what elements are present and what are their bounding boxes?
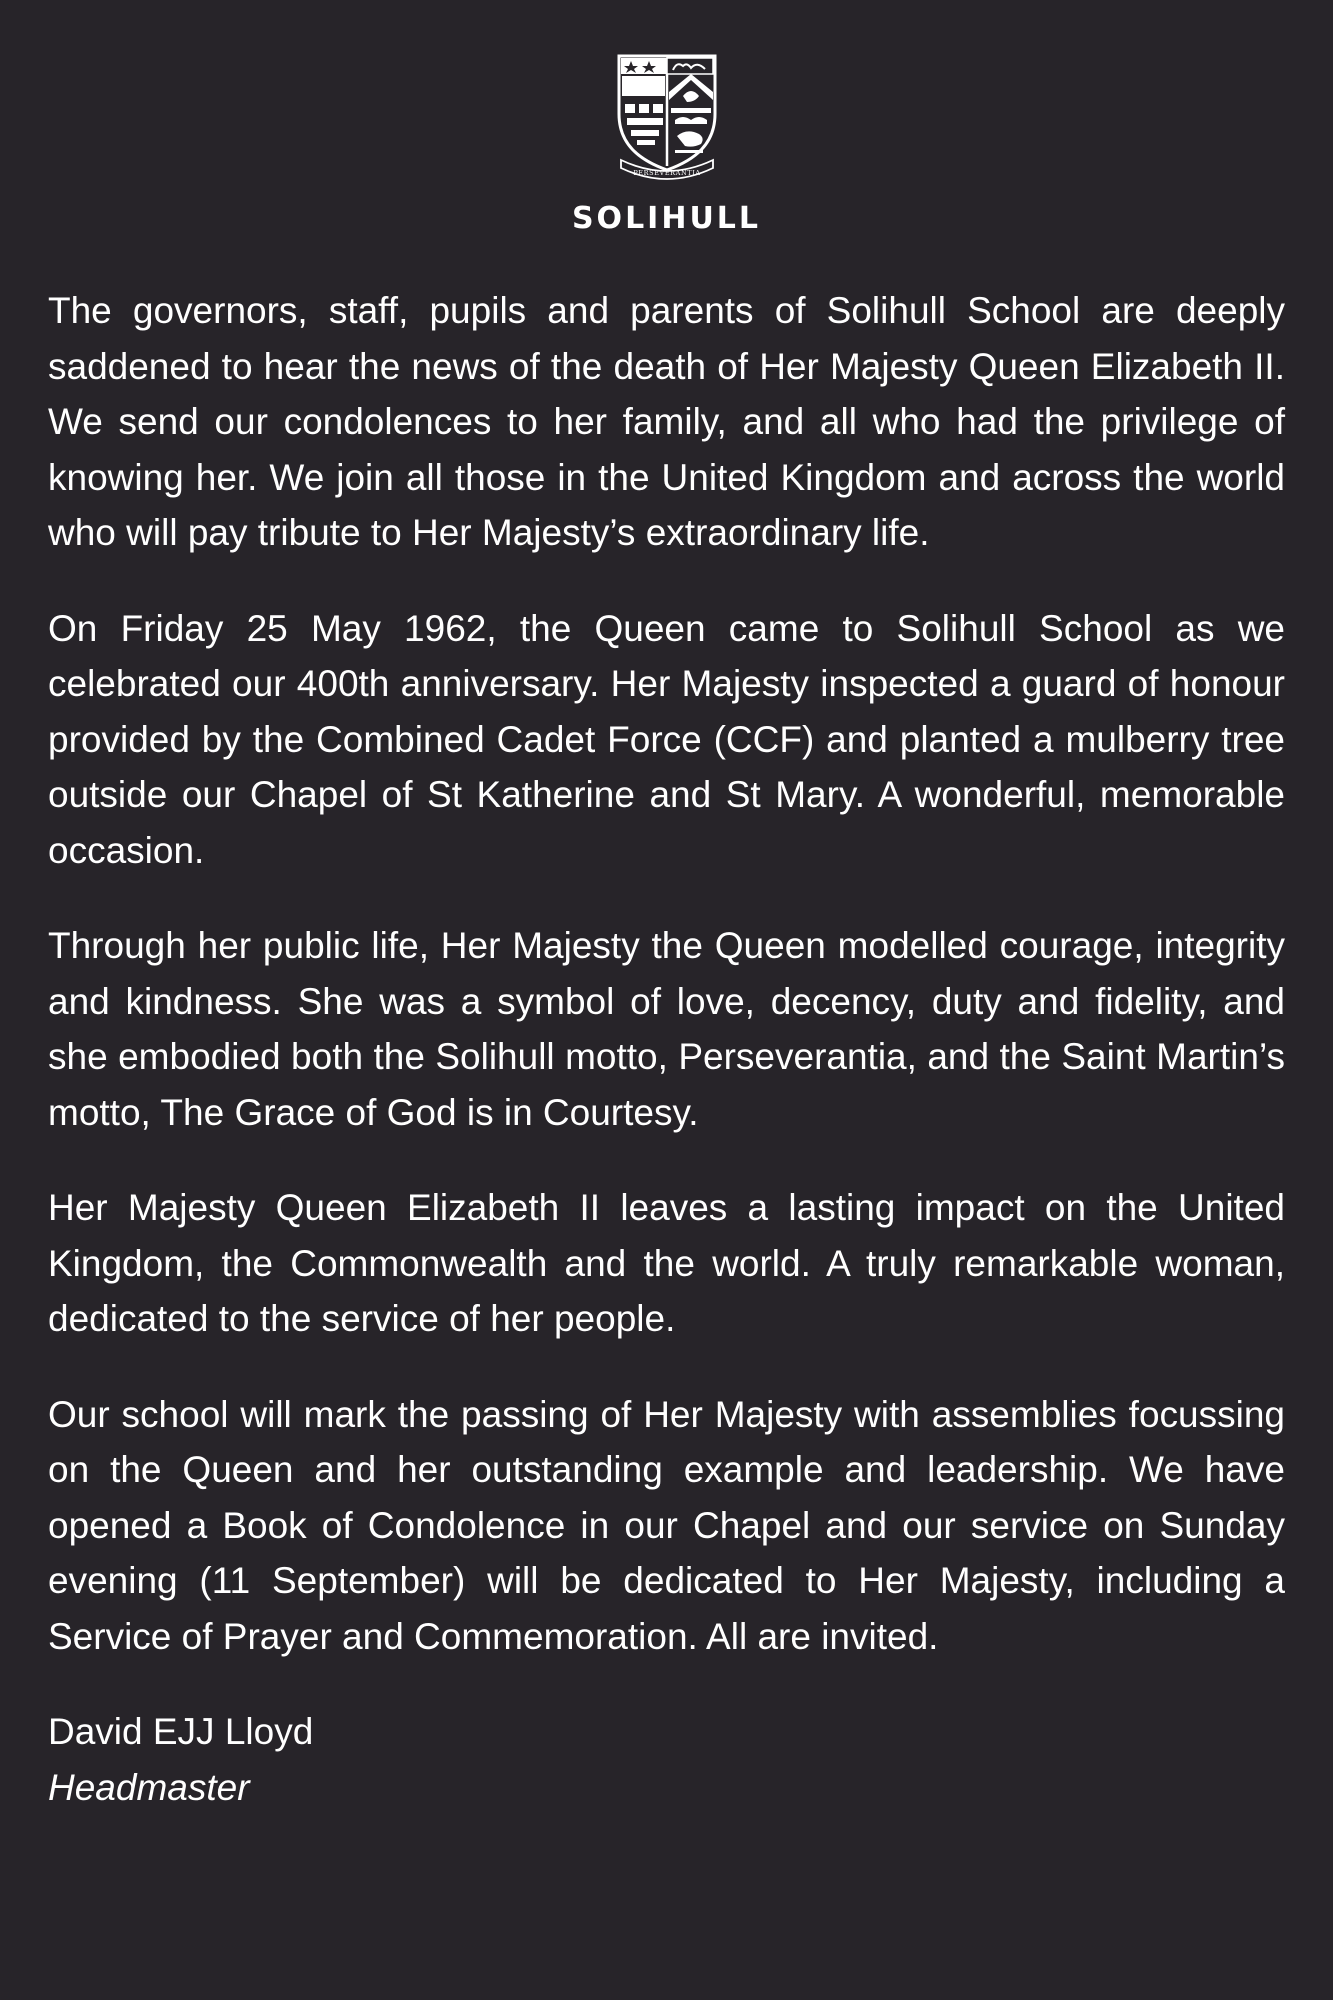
letter-paragraph-2: On Friday 25 May 1962, the Queen came to Solihull School as we celebrated our 400th anniversary. Her Majesty inspected a guard of honour provided by the Combined Cadet Force (CCF) and planted a mulberry tree outside our Chapel of St Katherine and St Mary. A wonderful, memorable occasion. xyxy=(48,607,1285,871)
school-crest-icon xyxy=(613,52,721,182)
letter-body xyxy=(48,283,1285,1815)
signature-title: Headmaster xyxy=(48,1766,250,1808)
school-header xyxy=(0,52,1333,236)
signature-name: David EJJ Lloyd xyxy=(48,1711,314,1752)
signature-block xyxy=(48,1704,1285,1815)
school-name-wordmark: SOLIHULL xyxy=(571,201,762,236)
letter-paragraph-5: Our school will mark the passing of Her Majesty with assemblies focussing on the Queen and her outstanding example and leadership. We have opened a Book of Condolence in our Chapel and our service on Sunday evening (11 September) will be dedicated to Her Majesty, including a Service of Prayer and Commemoration. All are invited. xyxy=(48,1393,1285,1657)
crest-motto-text: PERSEVERANTIA xyxy=(632,169,701,177)
letter-paragraph-4: Her Majesty Queen Elizabeth II leaves a lasting impact on the United Kingdom, the Commonwealth and the world. A truly remarkable woman, dedicated to the service of her people. xyxy=(48,1187,1285,1339)
letter-paragraph-1: The governors, staff, pupils and parents of Solihull School are deeply saddened to hear the news of the death of Her Majesty Queen Elizabeth II. We send our condolences to her family, and all who had the privilege of knowing her. We join all those in the United Kingdom and across the world who will pay tribute to Her Majesty’s extraordinary life. xyxy=(48,290,1285,553)
letter-paragraph-3: Through her public life, Her Majesty the Queen modelled courage, integrity and kindness. She was a symbol of love, decency, duty and fidelity, and she embodied both the Solihull motto, Perseverantia, and the Saint Martin’s motto, The Grace of God is in Courtesy. xyxy=(48,925,1285,1133)
